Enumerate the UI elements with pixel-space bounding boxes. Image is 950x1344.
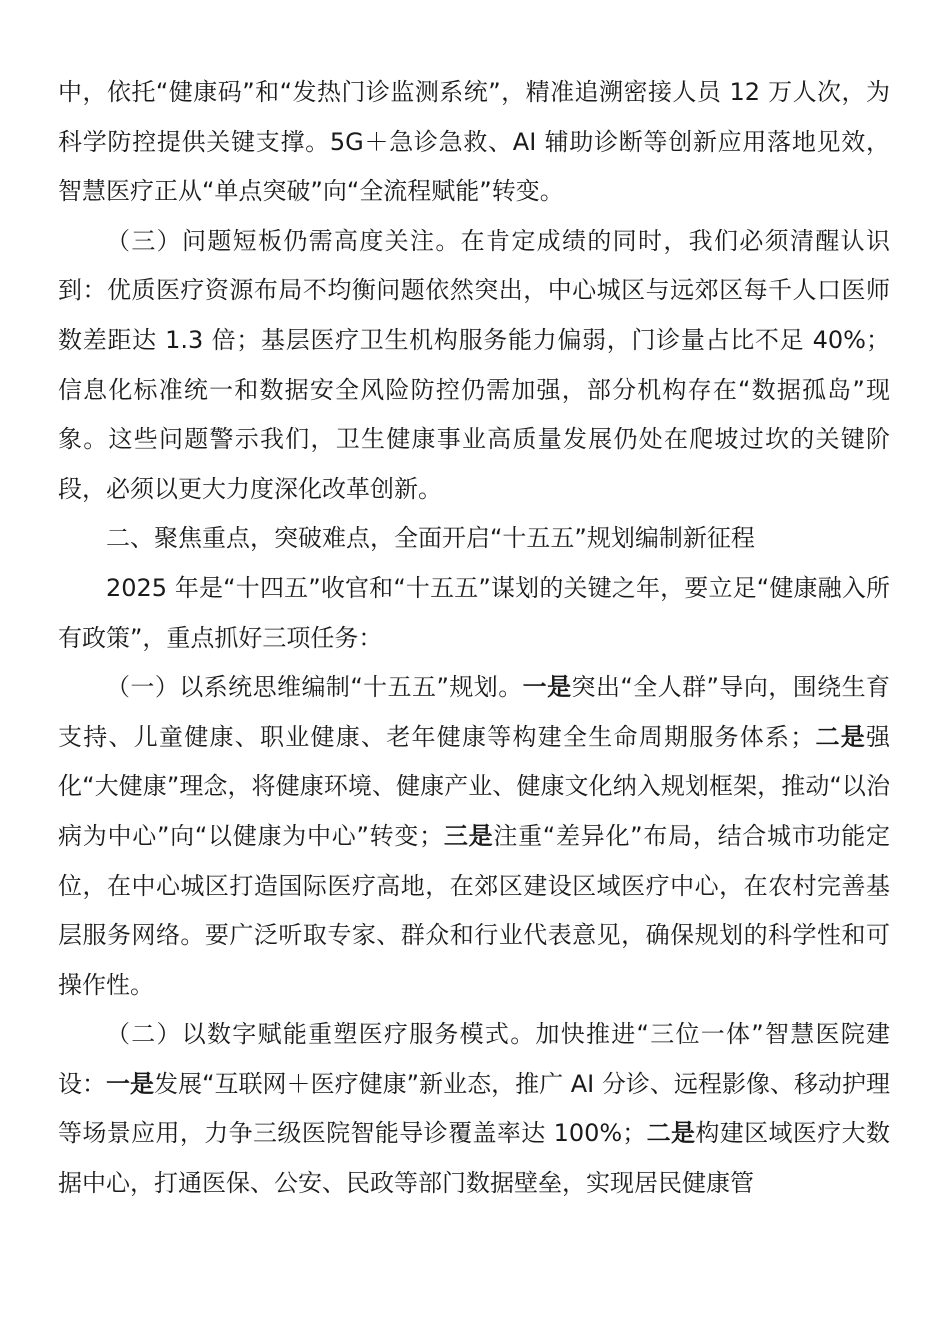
task-1-item-2: 强化“大健康”理念，将健康环境、健康产业、健康文化纳入规划框架，推动“以治病为中心”向“以健康为中心”转变；: [58, 722, 890, 850]
bold-marker-3: 三是: [443, 821, 494, 850]
section-heading-2: 二、聚焦重点，突破难点，全面开启“十五五”规划编制新征程: [106, 524, 755, 553]
task-1-lead: （一）以系统思维编制“十五五”规划。: [106, 673, 523, 702]
bold-marker-2: 二是: [814, 722, 866, 751]
task-1-item-3: 注重“差异化”布局，结合城市功能定位，在中心城区打造国际医疗高地，在郊区建设区域医疗中心，在农村完善基层服务网络。要广泛听取专家、群众和行业代表意见，确保规划的科学性和可操作性。: [58, 821, 890, 999]
paragraph-problems: （三）问题短板仍需高度关注。在肯定成绩的同时，我们必须清醒认识到：优质医疗资源布局不均衡问题依然突出，中心城区与远郊区每千人口医师数差距达 1.3 倍；基层医疗卫生机构服务能力偏弱，门诊量占比不足 40%；信息化标准统一和数据安全风险防控仍需加强，部分机构存在“数据孤岛”现象。这些问题警示我们，卫生健康事业高质量发展仍处在爬坡过坎的关键阶段，必须以更大力度深化改革创新。: [58, 226, 890, 503]
paragraph-continuation: 中，依托“健康码”和“发热门诊监测系统”，精准追溯密接人员 12 万人次，为科学防控提供关键支撑。5G＋急诊急救、AI 辅助诊断等创新应用落地见效，智慧医疗正从“单点突破”向“全流程赋能”转变。: [58, 78, 890, 206]
bold-marker-1: 一是: [522, 673, 572, 702]
task-2-item-1: 发展“互联网＋医疗健康”新业态，推广 AI 分诊、远程影像、移动护理等场景应用，力争三级医院智能导诊覆盖率达 100%；: [58, 1069, 891, 1148]
bold-marker-1: 一是: [106, 1069, 155, 1098]
task-1-item-1: 突出“全人群”导向，围绕生育支持、儿童健康、职业健康、老年健康等构建全生命周期服务体系；: [58, 673, 890, 751]
paragraph-task-2: [58, 1010, 890, 1208]
task-2-item-2: 构建区域医疗大数据中心，打通医保、公安、民政等部门数据壁垒，实现居民健康管: [58, 1119, 890, 1198]
paragraph-2025-tasks: 2025 年是“十四五”收官和“十五五”谋划的关键之年，要立足“健康融入所有政策”，重点抓好三项任务：: [58, 573, 890, 652]
task-2-lead: （二）以数字赋能重塑医疗服务模式。加快推进“三位一体”智慧医院建设：: [58, 1020, 890, 1098]
paragraph-task-1: [58, 663, 890, 1010]
bold-marker-2: 二是: [646, 1119, 696, 1148]
